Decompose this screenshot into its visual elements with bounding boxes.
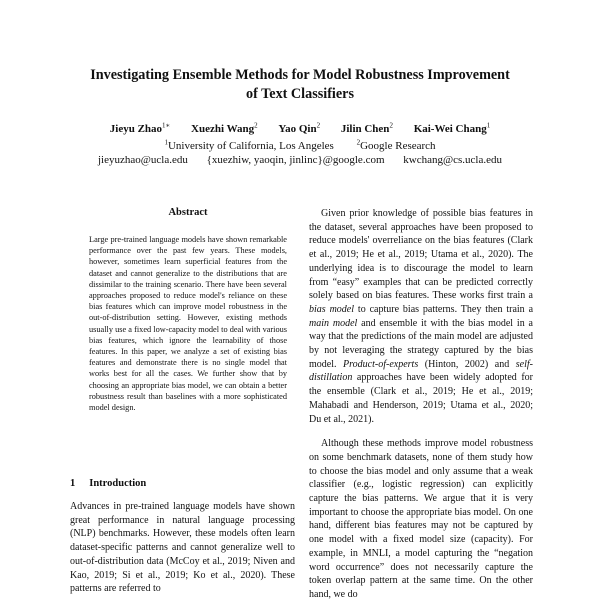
author: Xuezhi Wang$^2$ [191, 121, 258, 135]
abstract-text: Large pre-trained language models have shown remarkable performance over the past few years. These models, however, sometimes learn superficial features from the dataset and cannot generalize to the distributions that are dissimilar to the training scenario. There have been several approaches proposed to reduce model's reliance on these bias features which can improve model robustness in the out-of-distribution setting. However, existing methods usually use a fixed low-capacity model to deal with various bias features, which ignore the learnability of those features. In this paper, we analyze a set of existing bias features and demonstrate there is no single model that works best for all the cases. We further show that by choosing an appropriate bias model, we can obtain a better robustness result than baselines with a more sophisticated model design. [89, 235, 287, 413]
abstract-heading: Abstract [168, 207, 208, 218]
section-title: Introduction [89, 478, 147, 489]
paper-title [60, 66, 540, 104]
author: Yao Qin$^2$ [278, 121, 321, 135]
right-column [309, 207, 533, 600]
affiliation: $^2$Google Research [356, 138, 436, 153]
author-names [40, 118, 560, 136]
author: Jieyu Zhao$^{1∗}$ [109, 121, 171, 135]
title-line-2: of Text Classifiers [246, 86, 354, 102]
affiliations [40, 136, 560, 154]
paragraph-choose-bias-model: Although these methods improve model robustness on some benchmark datasets, none of them study how to choose the bias model and only assume that a weak classifier (e.g., logistic regression) can explicitly capture the bias patterns. We argue that it is very important to choose the appropriate bias model. On one hand, different bias features may not be captured by one model with a fixed model size (capacity). For example, in MNLI, a model capturing the “negation word occurrence” does not necessarily capture the token overlap pattern at the same time. On the other hand, we do [309, 438, 533, 600]
affiliation: $^1$University of California, Los Angeles [164, 138, 334, 153]
author-emails [40, 153, 560, 167]
email: jieyuzhao@ucla.edu [98, 154, 188, 167]
email: {xuezhiw, yaoqin, jinlinc}@google.com [206, 154, 385, 167]
paragraph-bias-models: Given prior knowledge of possible bias features in the dataset, several approaches have been proposed to reduce models' overreliance on the bias features (Clark et al., 2019; He et al., 2019; Utama et al., 2020). The underlying idea is to discourage the model to learn from “easy” examples that can be predicted correctly solely based on bias features. These works first train a bias model to capture bias patterns. They then train a main model and ensemble it with the bias model in a way that the predictions of the main model are adjusted by not leveraging the strategy captured by the bias model. Product-of-experts (Hinton, 2002) and self-distillation approaches have been widely adopted for the ensemble (Clark et al., 2019; He et al., 2019; Mahabadi and Henderson, 2019; Utama et al., 2020; Du et al., 2021). [309, 208, 534, 425]
intro-paragraph: Advances in pre-trained language models have shown great performance in natural language processing (NLP) benchmarks. However, these models often learn dataset-specific patterns and cannot generalize well to out-of-distribution data (McCoy et al., 2019; Niven and Kao, 2019; Si et al., 2019; Ko et al., 2020). These patterns are referred to [70, 501, 295, 595]
author: Kai-Wei Chang$^1$ [413, 121, 491, 135]
email: kwchang@cs.ucla.edu [403, 154, 502, 167]
section-number: 1 [70, 478, 76, 489]
author: Jilin Chen$^2$ [340, 121, 393, 135]
title-line-1: Investigating Ensemble Methods for Model Robustness Improvement [90, 67, 510, 83]
author-block [40, 118, 560, 167]
section-heading-introduction [70, 478, 146, 489]
